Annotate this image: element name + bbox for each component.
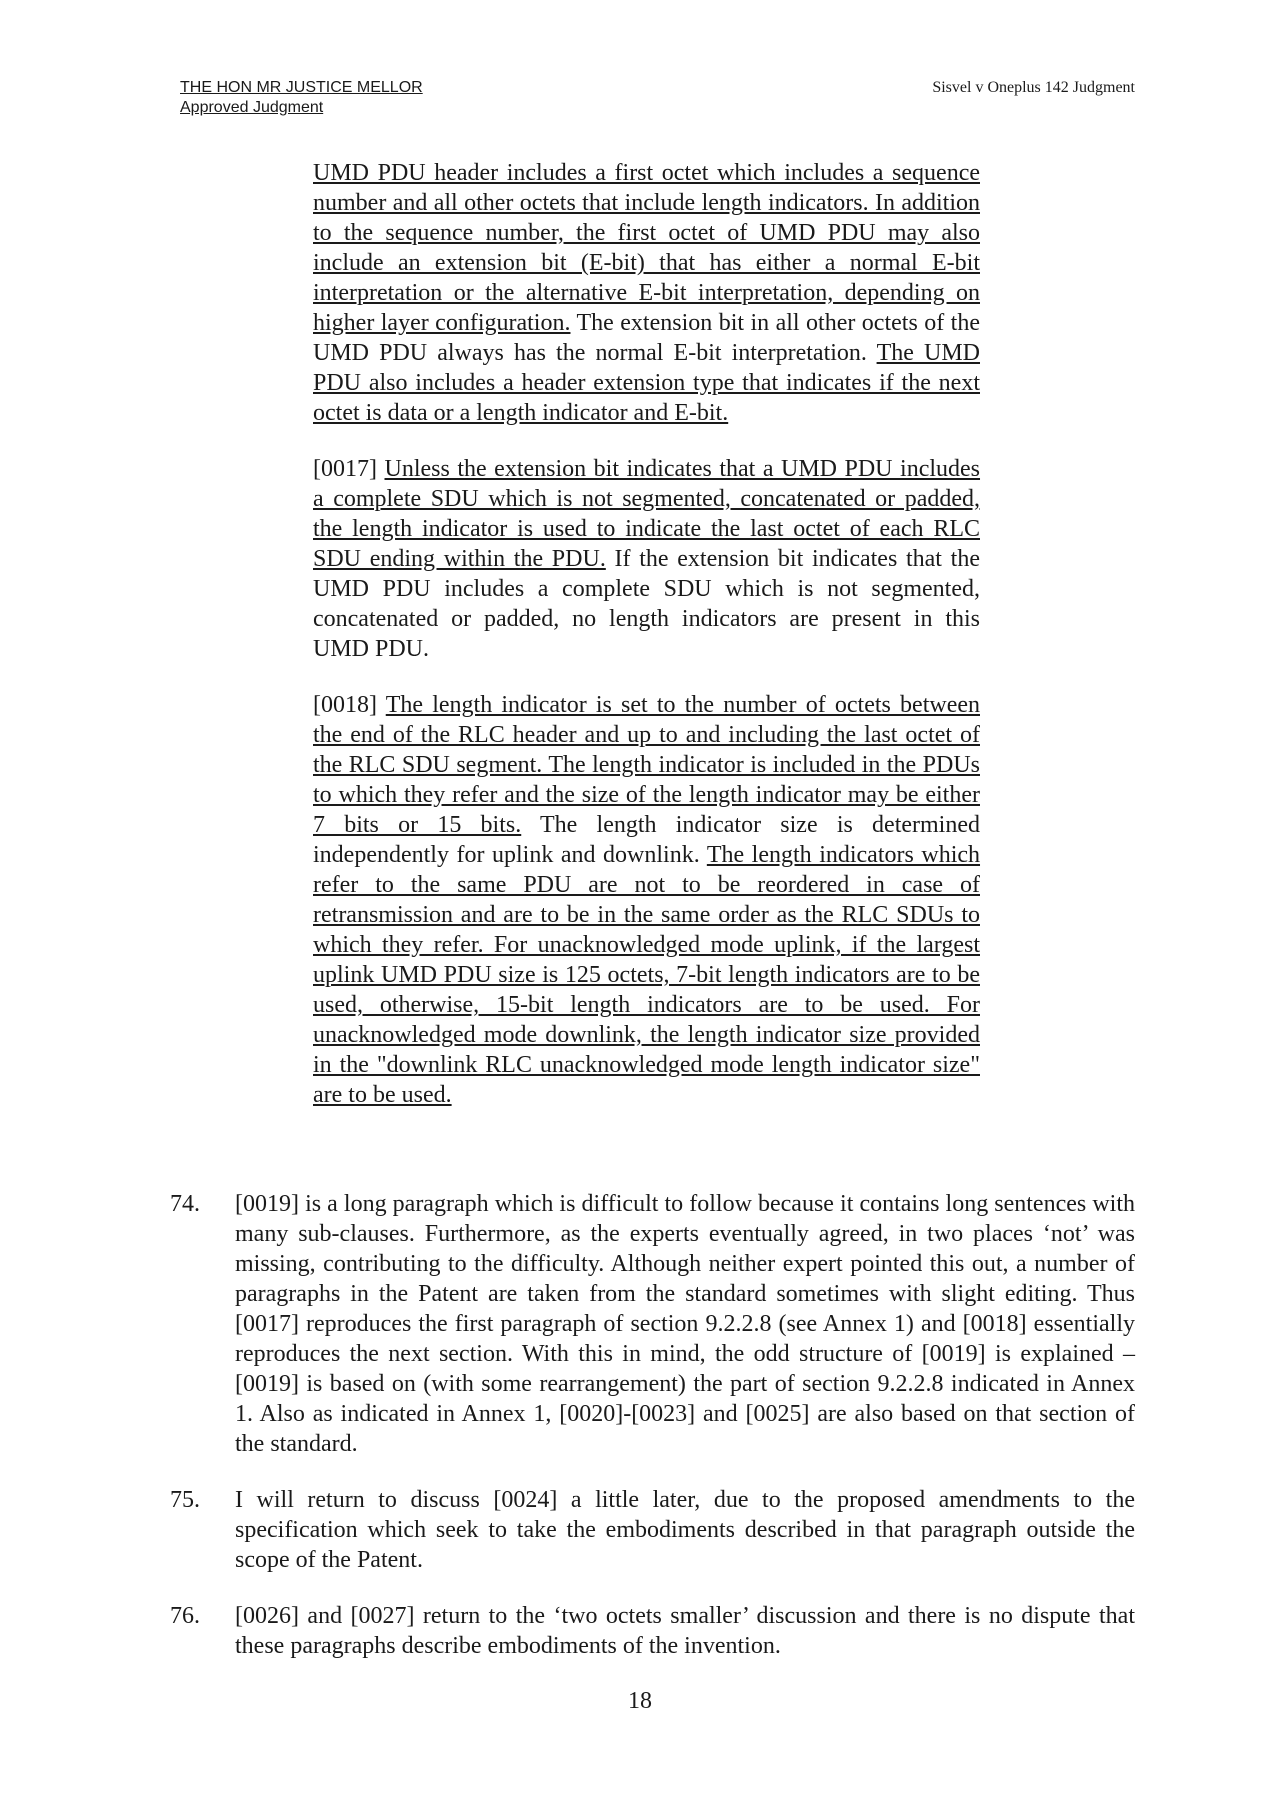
paragraph-text: [0026] and [0027] return to the ‘two octets smaller’ discussion and there is no dispute that these paragraphs describe embodiments of the invention.	[235, 1603, 1135, 1659]
underlined-text: The length indicator is set to the number of octets between the end of the RLC header and up to and including the last octet of the RLC SDU segment. The length indicator is included in the PDUs to which they refer and the size of the length indicator may be either 7 bits or 15 bits.	[313, 692, 980, 838]
numbered-paragraph	[170, 1601, 1135, 1661]
quoted-patent-text	[313, 158, 980, 1136]
page-header-left	[180, 78, 423, 118]
quote-paragraph-0018	[313, 690, 980, 1110]
quote-paragraph-1	[313, 158, 980, 428]
quote-paragraph-0017	[313, 454, 980, 664]
paragraph-text: I will return to discuss [0024] a little later, due to the proposed amendments to the specification which seek to take the embodiments described in that paragraph outside the scope of the Patent.	[235, 1487, 1135, 1573]
judgment-paragraphs	[170, 1189, 1135, 1687]
judgment-status: Approved Judgment	[180, 99, 324, 116]
plain-text: If the extension bit indicates that the UMD PDU includes a complete SDU which is not segmented, concatenated or padded, no length indicators are present in this UMD PDU.	[313, 546, 981, 662]
paragraph-ref: [0017]	[313, 456, 385, 482]
plain-text: The extension bit in all other octets of the UMD PDU always has the normal E-bit interpretation.	[313, 310, 980, 366]
paragraph-text: [0019] is a long paragraph which is difficult to follow because it contains long sentences with many sub-clauses. Furthermore, as the experts eventually agreed, in two places ‘not’ was missing, contributing to the difficulty. Although neither expert pointed this out, a number of paragraphs in the Patent are taken from the standard sometimes with slight editing. Thus [0017] reproduces the first paragraph of section 9.2.2.8 (see Annex 1) and [0018] essentially reproduces the next section. With this in mind, the odd structure of [0019] is explained – [0019] is based on (with some rearrangement) the part of section 9.2.2.8 indicated in Annex 1. Also as indicated in Annex 1, [0020]-[0023] and [0025] are also based on that section of the standard.	[235, 1191, 1135, 1457]
underlined-text: UMD PDU header includes a first octet which includes a sequence number and all other octets that include length indicators. In addition to the sequence number, the first octet of UMD PDU may also include an extension bit (E-bit) that has either a normal E-bit interpretation or the alternative E-bit interpretation, depending on higher layer configuration.	[313, 160, 980, 336]
paragraph-number: 76.	[170, 1603, 200, 1629]
judge-name: THE HON MR JUSTICE MELLOR	[180, 79, 423, 96]
paragraph-number: 75.	[170, 1487, 200, 1513]
page-number: 18	[628, 1688, 652, 1714]
paragraph-ref: [0018]	[313, 692, 386, 718]
case-title: Sisvel v Oneplus 142 Judgment	[932, 79, 1135, 96]
paragraph-number: 74.	[170, 1191, 200, 1217]
numbered-paragraph	[170, 1189, 1135, 1459]
numbered-paragraph	[170, 1485, 1135, 1575]
underlined-text: The UMD PDU also includes a header extension type that indicates if the next octet is data or a length indicator and E-bit.	[313, 340, 980, 426]
underlined-text: Unless the extension bit indicates that a UMD PDU includes a complete SDU which is not segmented, concatenated or padded, the length indicator is used to indicate the last octet of each RLC SDU ending within the PDU.	[313, 456, 981, 572]
underlined-text: The length indicators which refer to the same PDU are not to be reordered in case of retransmission and are to be in the same order as the RLC SDUs to which they refer. For unacknowledged mode uplink, if the largest uplink UMD PDU size is 125 octets, 7-bit length indicators are to be used, otherwise, 15-bit length indicators are to be used. For unacknowledged mode downlink, the length indicator size provided in the "downlink RLC unacknowledged mode length indicator size" are to be used.	[313, 842, 981, 1108]
plain-text: The length indicator size is determined independently for uplink and downlink.	[313, 812, 980, 868]
